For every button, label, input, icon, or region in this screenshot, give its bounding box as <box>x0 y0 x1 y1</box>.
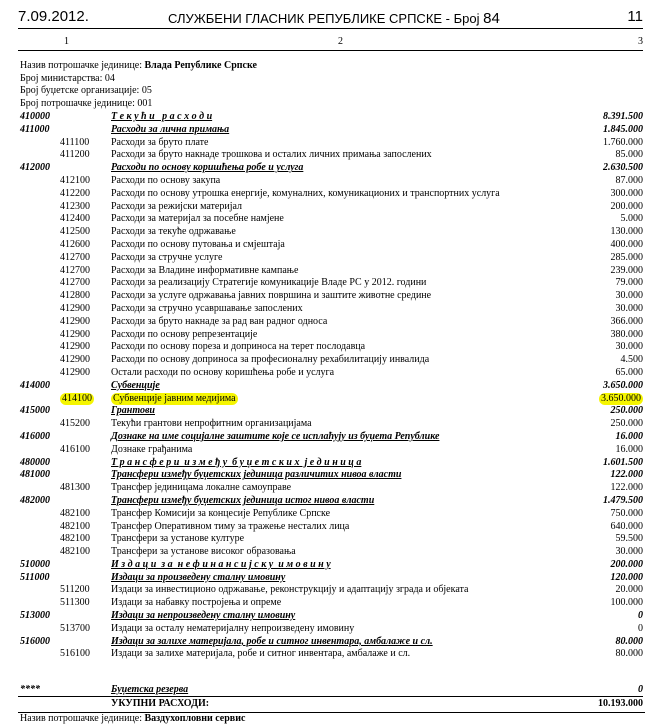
item-amount: 100.000 <box>610 597 643 609</box>
consumer-unit-label: Назив потрошачке јединице: <box>20 60 143 71</box>
table-row <box>18 265 643 278</box>
table-row <box>18 636 643 649</box>
page-number: 11 <box>627 8 643 25</box>
issue-number: 84 <box>483 10 500 27</box>
table-row <box>18 444 643 457</box>
sub-account-code: 511200 <box>60 584 90 596</box>
table-row <box>18 367 643 380</box>
account-code: 516000 <box>20 635 50 647</box>
table-row <box>18 405 643 418</box>
item-description: Расходи по основу репрезентације <box>111 328 258 340</box>
item-amount: 80.000 <box>615 635 643 647</box>
sub-account-code: 415200 <box>60 418 90 430</box>
item-amount: 2.630.500 <box>603 162 643 174</box>
sub-account-code: 412600 <box>60 238 90 250</box>
sub-account-code: 412900 <box>60 302 90 314</box>
account-code: 414000 <box>20 379 50 391</box>
account-code: 481000 <box>20 469 50 481</box>
item-description: Издаци за произведену сталну имовину <box>111 571 286 583</box>
table-row <box>18 290 643 303</box>
table-row <box>18 329 643 342</box>
item-amount: 250.000 <box>610 405 643 417</box>
item-amount: 3.650.000 <box>603 379 643 391</box>
item-amount: 85.000 <box>615 149 643 161</box>
item-amount: 30.000 <box>615 302 643 314</box>
sub-account-code: 414100 <box>62 392 92 404</box>
item-description: Издаци за набавку постројења и опреме <box>111 597 282 609</box>
account-code: 510000 <box>20 558 50 570</box>
column-numbers <box>18 36 643 51</box>
item-description: Расходи за Владине информативне кампање <box>111 264 299 276</box>
table-row <box>18 508 643 521</box>
sub-account-code: 412700 <box>60 277 90 289</box>
consumer-unit-line <box>20 60 257 72</box>
sub-account-code: 411200 <box>60 149 90 161</box>
item-description: Издаци за осталу нематеријалну непроизведену имовину <box>111 622 355 634</box>
table-row <box>18 162 643 175</box>
totals-section <box>18 683 643 710</box>
table-row <box>18 469 643 482</box>
item-description: Издаци за инвестиционо одржавање, реконструкцију и адаптацију зграда и објеката <box>111 584 469 596</box>
reserve-row <box>18 683 643 696</box>
item-description: Трансфери за установе културе <box>111 533 245 545</box>
item-description: Т р а н с ф е р и и з м е ђ у б у џ е т с к и х ј е д и н и ц а <box>111 456 362 468</box>
sub-account-code: 412900 <box>60 315 90 327</box>
reserve-amount: 0 <box>638 684 643 695</box>
table-row <box>18 213 643 226</box>
account-code: 410000 <box>20 111 50 122</box>
item-description: Расходи по основу утрошка енергије, комуналних, комуникационих и транспортних услуга <box>111 187 500 199</box>
account-code: 415000 <box>20 405 50 417</box>
item-description: Трансфери за установе високог образовања <box>111 546 296 558</box>
gazette-title-text: СЛУЖБЕНИ ГЛАСНИК РЕПУБЛИКЕ СРПСКЕ - Број <box>168 11 480 26</box>
item-description: Расходи по основу путовања и смјештаја <box>111 238 285 250</box>
item-description: Грантови <box>111 405 155 417</box>
item-description: Издаци за залихе материјала, робе и ситног инвентара, амбалаже и сл. <box>111 648 411 660</box>
item-description: Расходи за бруто накнаде трошкова и осталих личних примања запослених <box>111 149 432 161</box>
item-description: Расходи по основу коришћења робе и услуга <box>111 162 304 174</box>
next-unit-label: Назив потрошачке јединице: <box>20 713 143 724</box>
expense-table <box>18 111 643 661</box>
table-row <box>18 111 643 124</box>
sub-account-code: 481300 <box>60 482 90 494</box>
table-row <box>18 597 643 610</box>
item-description: Расходи за бруто накнаде за рад ван радног односа <box>111 315 328 327</box>
table-row <box>18 546 643 559</box>
table-row <box>18 393 643 406</box>
table-row <box>18 457 643 470</box>
sub-account-code: 412900 <box>60 328 90 340</box>
item-amount: 30.000 <box>615 341 643 353</box>
item-description: Расходи за стручне услуге <box>111 251 223 263</box>
sub-account-code: 412300 <box>60 200 90 212</box>
item-description: Трансфери између буџетских јединица истог нивоа власти <box>111 494 375 506</box>
consumer-unit-name: Влада Републике Српске <box>144 60 257 71</box>
grand-total-amount: 10.193.000 <box>598 698 643 709</box>
item-description: Дознаке на име социјалне заштите које се исплаћују из буџета Републике <box>111 430 440 442</box>
item-amount: 16.000 <box>615 443 643 455</box>
item-description: Расходи по основу пореза и доприноса на терет послодавца <box>111 341 366 353</box>
item-description: Расходи за лична примања <box>111 123 230 135</box>
sub-account-code: 516100 <box>60 648 90 660</box>
item-amount: 239.000 <box>610 264 643 276</box>
item-description: Расходи за реализацију Стратегије комуникације Владе РС у 2012. години <box>111 277 427 289</box>
table-row <box>18 252 643 265</box>
item-amount: 120.000 <box>610 571 643 583</box>
item-amount: 400.000 <box>610 238 643 250</box>
item-description: Трансфери између буџетских јединица различитих нивоа власти <box>111 469 402 481</box>
table-row <box>18 572 643 585</box>
item-amount: 16.000 <box>615 430 643 442</box>
item-description: И з д а ц и з а н е ф и н а н с и ј с к у и м о в и н у <box>111 558 331 570</box>
item-amount: 59.500 <box>615 533 643 545</box>
sub-account-code: 412700 <box>60 251 90 263</box>
item-description: Расходи за стручно усавршавање запослених <box>111 302 303 314</box>
item-description: Трансфер Оперативном тиму за тражење несталих лица <box>111 520 350 532</box>
budget-org-number: Број буџетске организације: 05 <box>20 85 152 96</box>
table-row <box>18 175 643 188</box>
item-amount: 4.500 <box>620 354 643 366</box>
item-description: Дознаке грађанима <box>111 443 193 455</box>
sub-account-code: 513700 <box>60 622 90 634</box>
item-amount: 0 <box>638 610 643 622</box>
reserve-code: **** <box>20 684 40 695</box>
sub-account-code: 482100 <box>60 520 90 532</box>
account-code: 412000 <box>20 162 50 174</box>
item-amount: 65.000 <box>615 366 643 378</box>
item-amount: 20.000 <box>615 584 643 596</box>
account-code: 482000 <box>20 494 50 506</box>
item-description: Т е к у ћ и р а с х о д и <box>111 111 213 122</box>
table-row <box>18 623 643 636</box>
sub-account-code: 412500 <box>60 226 90 238</box>
table-row <box>18 124 643 137</box>
next-unit-name: Ваздухопловни сервис <box>144 713 246 724</box>
sub-account-code: 412200 <box>60 187 90 199</box>
item-amount: 79.000 <box>615 277 643 289</box>
table-row <box>18 648 643 661</box>
item-amount: 5.000 <box>620 213 643 225</box>
item-description: Расходи по основу доприноса за професионалну рехабилитацију инвалида <box>111 354 430 366</box>
item-description: Остали расходи по основу коришћења робе и услуга <box>111 366 335 378</box>
item-amount: 750.000 <box>610 507 643 519</box>
account-code: 511000 <box>20 571 50 583</box>
table-row <box>18 137 643 150</box>
table-row <box>18 188 643 201</box>
sub-account-code: 412700 <box>60 264 90 276</box>
account-code: 480000 <box>20 456 50 468</box>
table-row <box>18 431 643 444</box>
grand-total-row <box>18 696 643 710</box>
column-number-1: 1 <box>64 36 69 47</box>
sub-account-code: 412900 <box>60 341 90 353</box>
table-row <box>18 521 643 534</box>
item-amount: 80.000 <box>615 648 643 660</box>
next-unit-line <box>18 712 645 724</box>
item-amount: 1.601.500 <box>603 456 643 468</box>
item-amount: 87.000 <box>615 174 643 186</box>
item-amount: 122.000 <box>610 469 643 481</box>
sub-account-code: 412900 <box>60 354 90 366</box>
table-row <box>18 533 643 546</box>
table-row <box>18 584 643 597</box>
item-description: Расходи за материјал за посебне намјене <box>111 213 284 225</box>
table-row <box>18 201 643 214</box>
item-amount: 3.650.000 <box>601 392 641 404</box>
sub-account-code: 511300 <box>60 597 90 609</box>
item-amount: 250.000 <box>610 418 643 430</box>
table-row <box>18 149 643 162</box>
account-code: 411000 <box>20 123 50 135</box>
table-row <box>18 316 643 329</box>
table-row <box>18 418 643 431</box>
item-amount: 1.845.000 <box>603 123 643 135</box>
issue-date: 7.09.2012. <box>18 8 89 25</box>
item-description: Расходи за текуће одржавање <box>111 226 236 238</box>
item-description: Текући грантови непрофитним организацијама <box>111 418 312 430</box>
table-row <box>18 559 643 572</box>
item-amount: 285.000 <box>610 251 643 263</box>
table-row <box>18 226 643 239</box>
item-description: Расходи за бруто плате <box>111 136 209 148</box>
gazette-title <box>168 10 500 27</box>
item-description: Расходи за режијски материјал <box>111 200 242 212</box>
sub-account-code: 482100 <box>60 533 90 545</box>
item-description: Расходи по основу закупа <box>111 174 221 186</box>
table-row <box>18 277 643 290</box>
account-code: 416000 <box>20 430 50 442</box>
item-amount: 366.000 <box>610 315 643 327</box>
item-amount: 30.000 <box>615 546 643 558</box>
item-amount: 640.000 <box>610 520 643 532</box>
sub-account-code: 416100 <box>60 443 90 455</box>
page-header <box>18 4 643 29</box>
table-row <box>18 354 643 367</box>
sub-account-code: 482100 <box>60 546 90 558</box>
table-row <box>18 482 643 495</box>
table-row <box>18 610 643 623</box>
column-number-2: 2 <box>338 36 343 47</box>
table-row <box>18 239 643 252</box>
item-description: Субвенције јавним медијима <box>113 392 236 404</box>
item-amount: 300.000 <box>610 187 643 199</box>
item-description: Издаци за залихе материјала, робе и ситног инвентара, амбалаже и сл. <box>111 635 433 647</box>
item-amount: 200.000 <box>610 558 643 570</box>
item-amount: 200.000 <box>610 200 643 212</box>
reserve-desc: Буџетска резерва <box>111 684 189 695</box>
ministry-number: Број министарства: 04 <box>20 73 115 84</box>
sub-account-code: 412800 <box>60 290 90 302</box>
column-number-3: 3 <box>638 36 643 47</box>
item-amount: 122.000 <box>610 482 643 494</box>
item-amount: 380.000 <box>610 328 643 340</box>
table-row <box>18 380 643 393</box>
item-description: Трансфер Комисији за концесије Републике Српске <box>111 507 331 519</box>
sub-account-code: 412400 <box>60 213 90 225</box>
item-amount: 1.760.000 <box>603 136 643 148</box>
table-row <box>18 341 643 354</box>
item-description: Субвенције <box>111 379 160 391</box>
account-code: 513000 <box>20 610 50 622</box>
sub-account-code: 411100 <box>60 136 90 148</box>
table-row <box>18 495 643 508</box>
grand-total-label: УКУПНИ РАСХОДИ: <box>111 698 210 709</box>
sub-account-code: 412900 <box>60 366 90 378</box>
item-amount: 8.391.500 <box>603 111 643 122</box>
consumer-unit-number: Број потрошачке јединице: 001 <box>20 98 153 109</box>
item-amount: 30.000 <box>615 290 643 302</box>
sub-account-code: 412100 <box>60 174 90 186</box>
item-amount: 130.000 <box>610 226 643 238</box>
item-description: Издаци за непроизведену сталну имовину <box>111 610 296 622</box>
item-description: Расходи за услуге одржавања јавних површина и заштите животне средине <box>111 290 432 302</box>
item-amount: 1.479.500 <box>603 494 643 506</box>
table-row <box>18 303 643 316</box>
item-amount: 0 <box>638 622 643 634</box>
item-description: Трансфер јединицама локалне самоуправе <box>111 482 292 494</box>
sub-account-code: 482100 <box>60 507 90 519</box>
